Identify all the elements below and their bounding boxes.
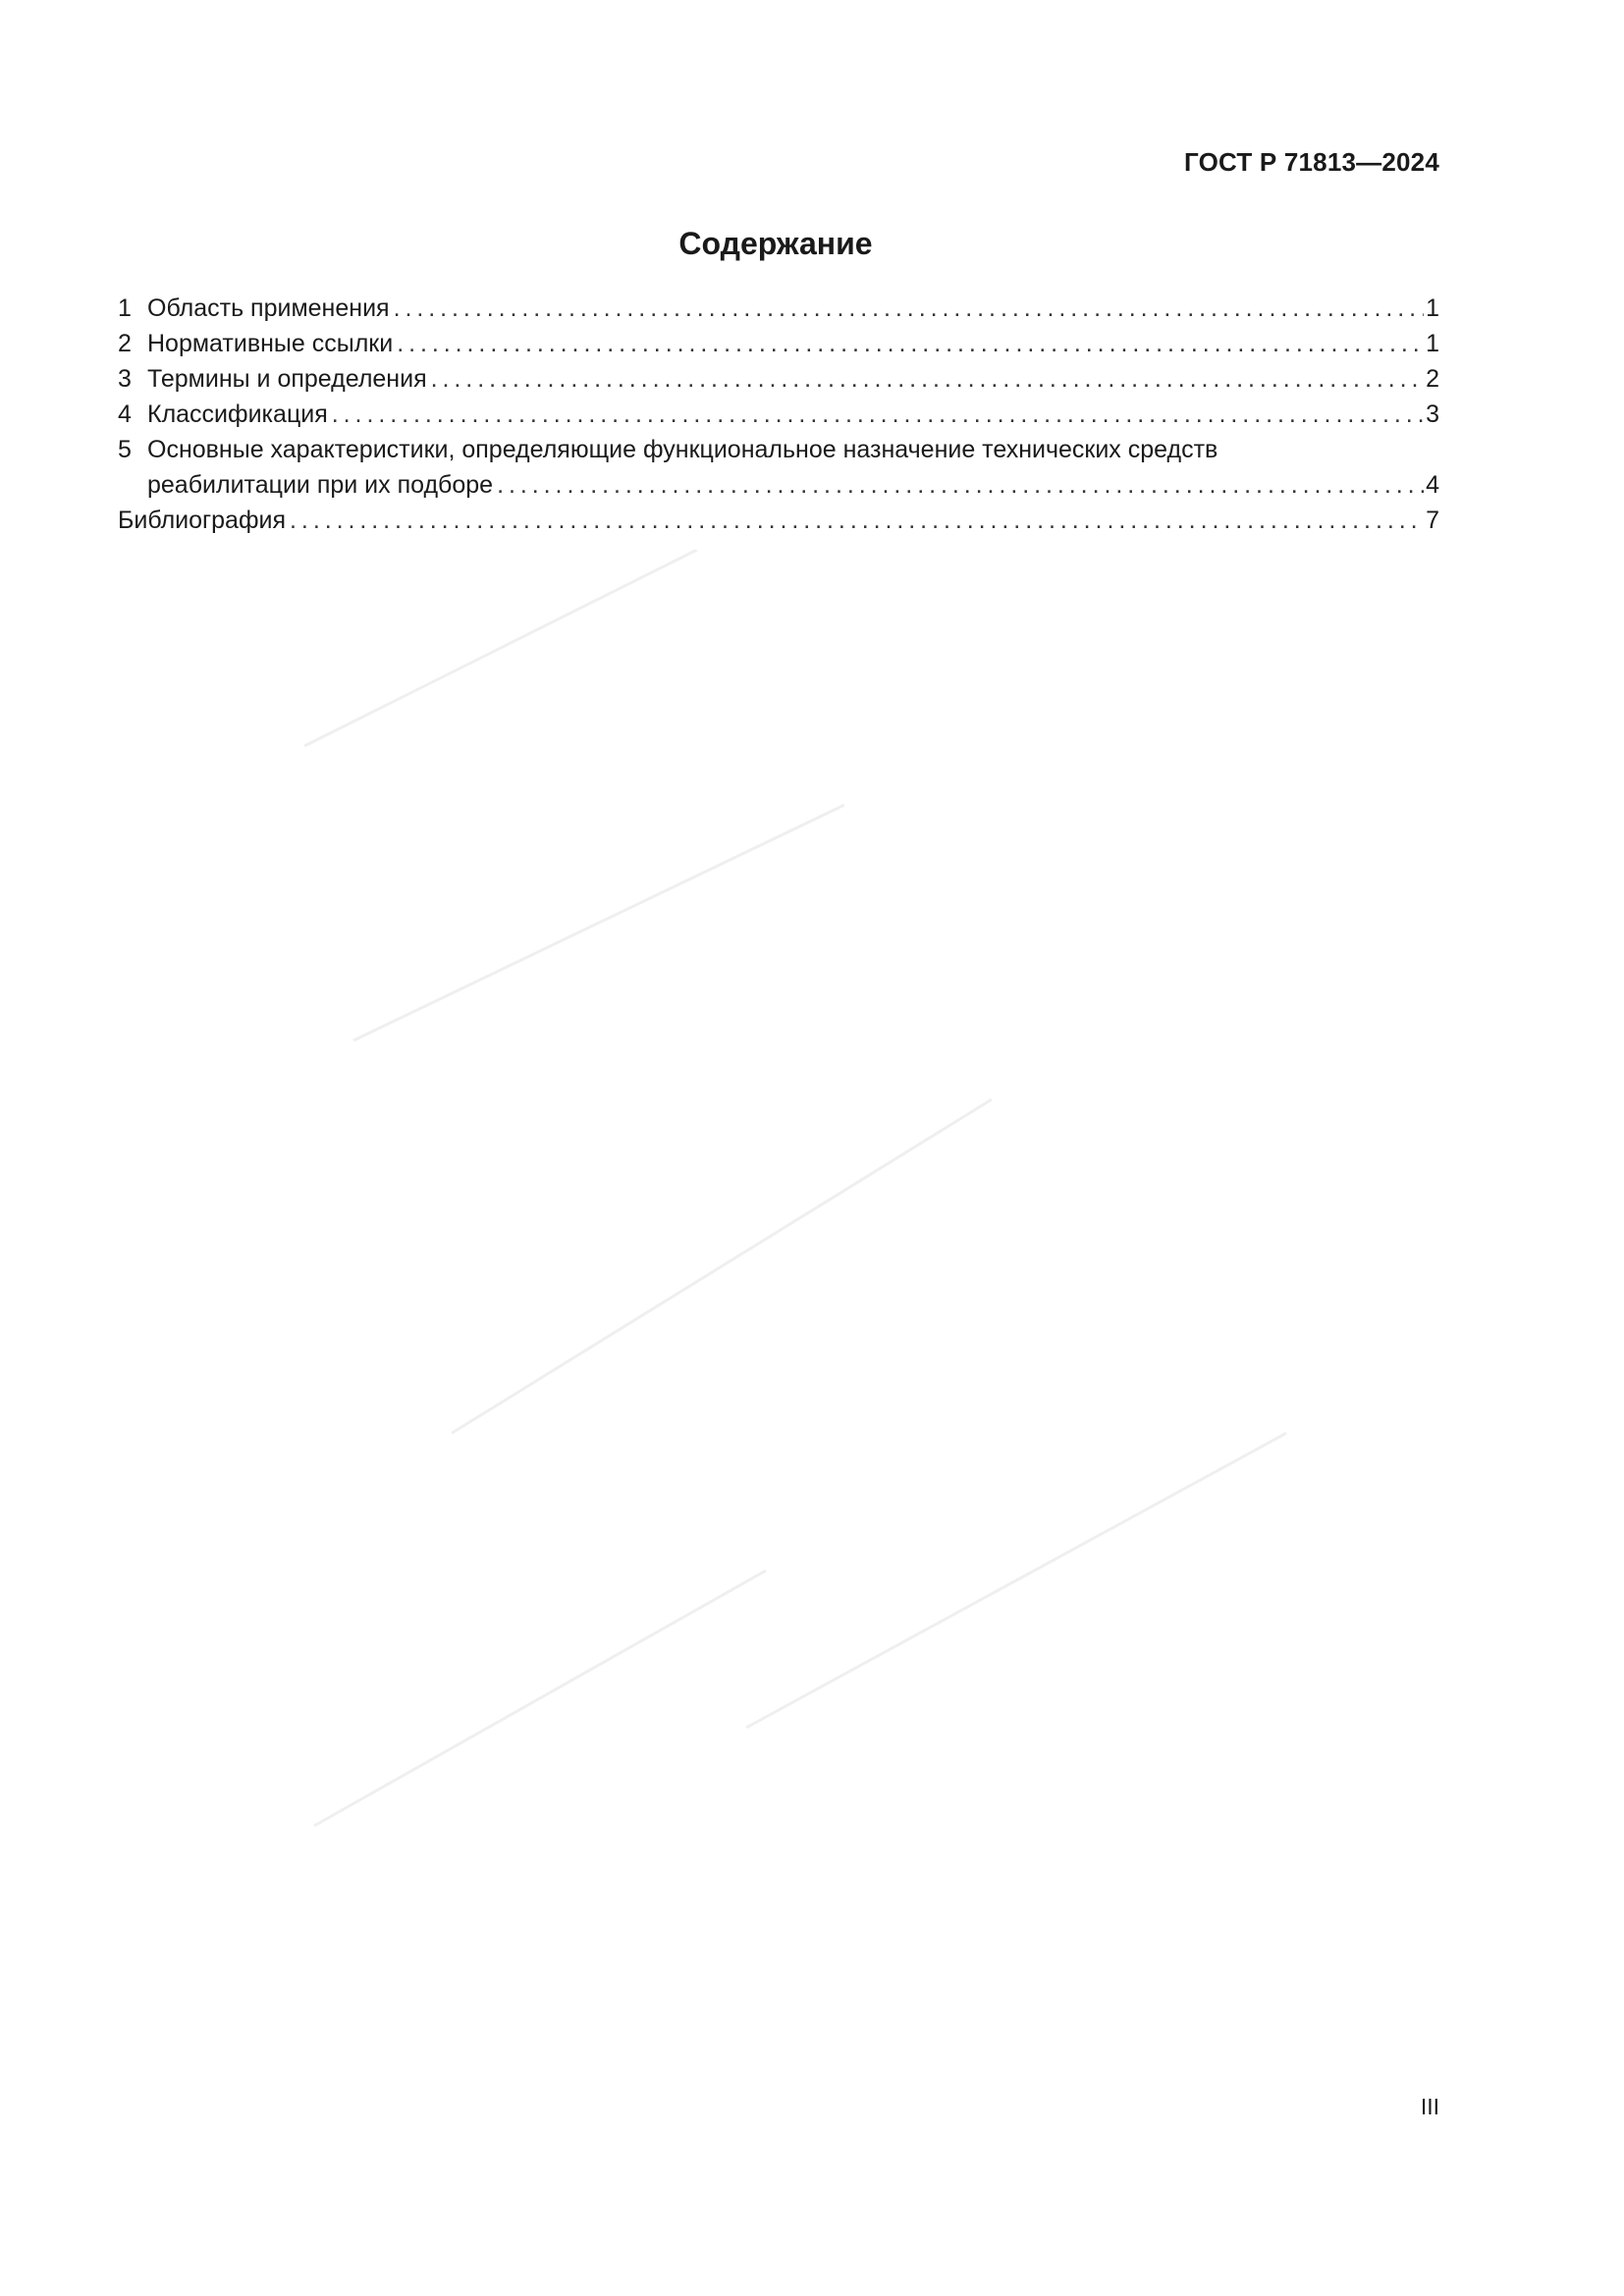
toc-entry-page: 1 bbox=[1426, 294, 1439, 322]
toc-title: Содержание bbox=[678, 226, 873, 261]
watermark-texture bbox=[255, 550, 1335, 2022]
toc-entry-number: 1 bbox=[118, 294, 132, 322]
toc-entry-number: 2 bbox=[118, 330, 132, 357]
table-of-contents bbox=[118, 291, 1439, 538]
toc-leader-dots bbox=[332, 397, 1424, 432]
toc-entry-page: 4 bbox=[1426, 471, 1439, 499]
toc-entry-page: 1 bbox=[1426, 330, 1439, 357]
toc-entry-label: Термины и определения bbox=[147, 365, 427, 393]
toc-entry-page: 3 bbox=[1426, 400, 1439, 428]
toc-entry-number: 3 bbox=[118, 365, 132, 393]
toc-entry[interactable] bbox=[118, 326, 1439, 361]
toc-entry[interactable] bbox=[118, 432, 1439, 467]
toc-leader-dots bbox=[290, 503, 1424, 538]
toc-entry-continuation[interactable] bbox=[118, 467, 1439, 503]
document-code: ГОСТ Р 71813—2024 bbox=[1184, 147, 1439, 177]
toc-leader-dots bbox=[397, 326, 1424, 361]
toc-entry[interactable] bbox=[118, 397, 1439, 432]
toc-leader-dots bbox=[497, 467, 1424, 503]
toc-entry-number: 5 bbox=[118, 436, 132, 463]
toc-entry-page: 2 bbox=[1426, 365, 1439, 393]
toc-entry-label: Нормативные ссылки bbox=[147, 330, 394, 357]
toc-entry-label: Классификация bbox=[147, 400, 328, 428]
toc-entry-label: Основные характеристики, определяющие функциональное назначение технических средств bbox=[147, 436, 1218, 463]
toc-leader-dots bbox=[431, 361, 1424, 397]
toc-entry-label: реабилитации при их подборе bbox=[147, 471, 494, 499]
toc-entry-label: Библиография bbox=[118, 507, 287, 534]
toc-entry[interactable] bbox=[118, 361, 1439, 397]
toc-entry-label: Область применения bbox=[147, 294, 390, 322]
page-number: III bbox=[1420, 2094, 1439, 2119]
toc-entry-page: 7 bbox=[1426, 507, 1439, 534]
toc-leader-dots bbox=[394, 291, 1425, 326]
toc-entry-bibliography[interactable] bbox=[118, 503, 1439, 538]
toc-entry-number: 4 bbox=[118, 400, 132, 428]
toc-entry[interactable] bbox=[118, 291, 1439, 326]
